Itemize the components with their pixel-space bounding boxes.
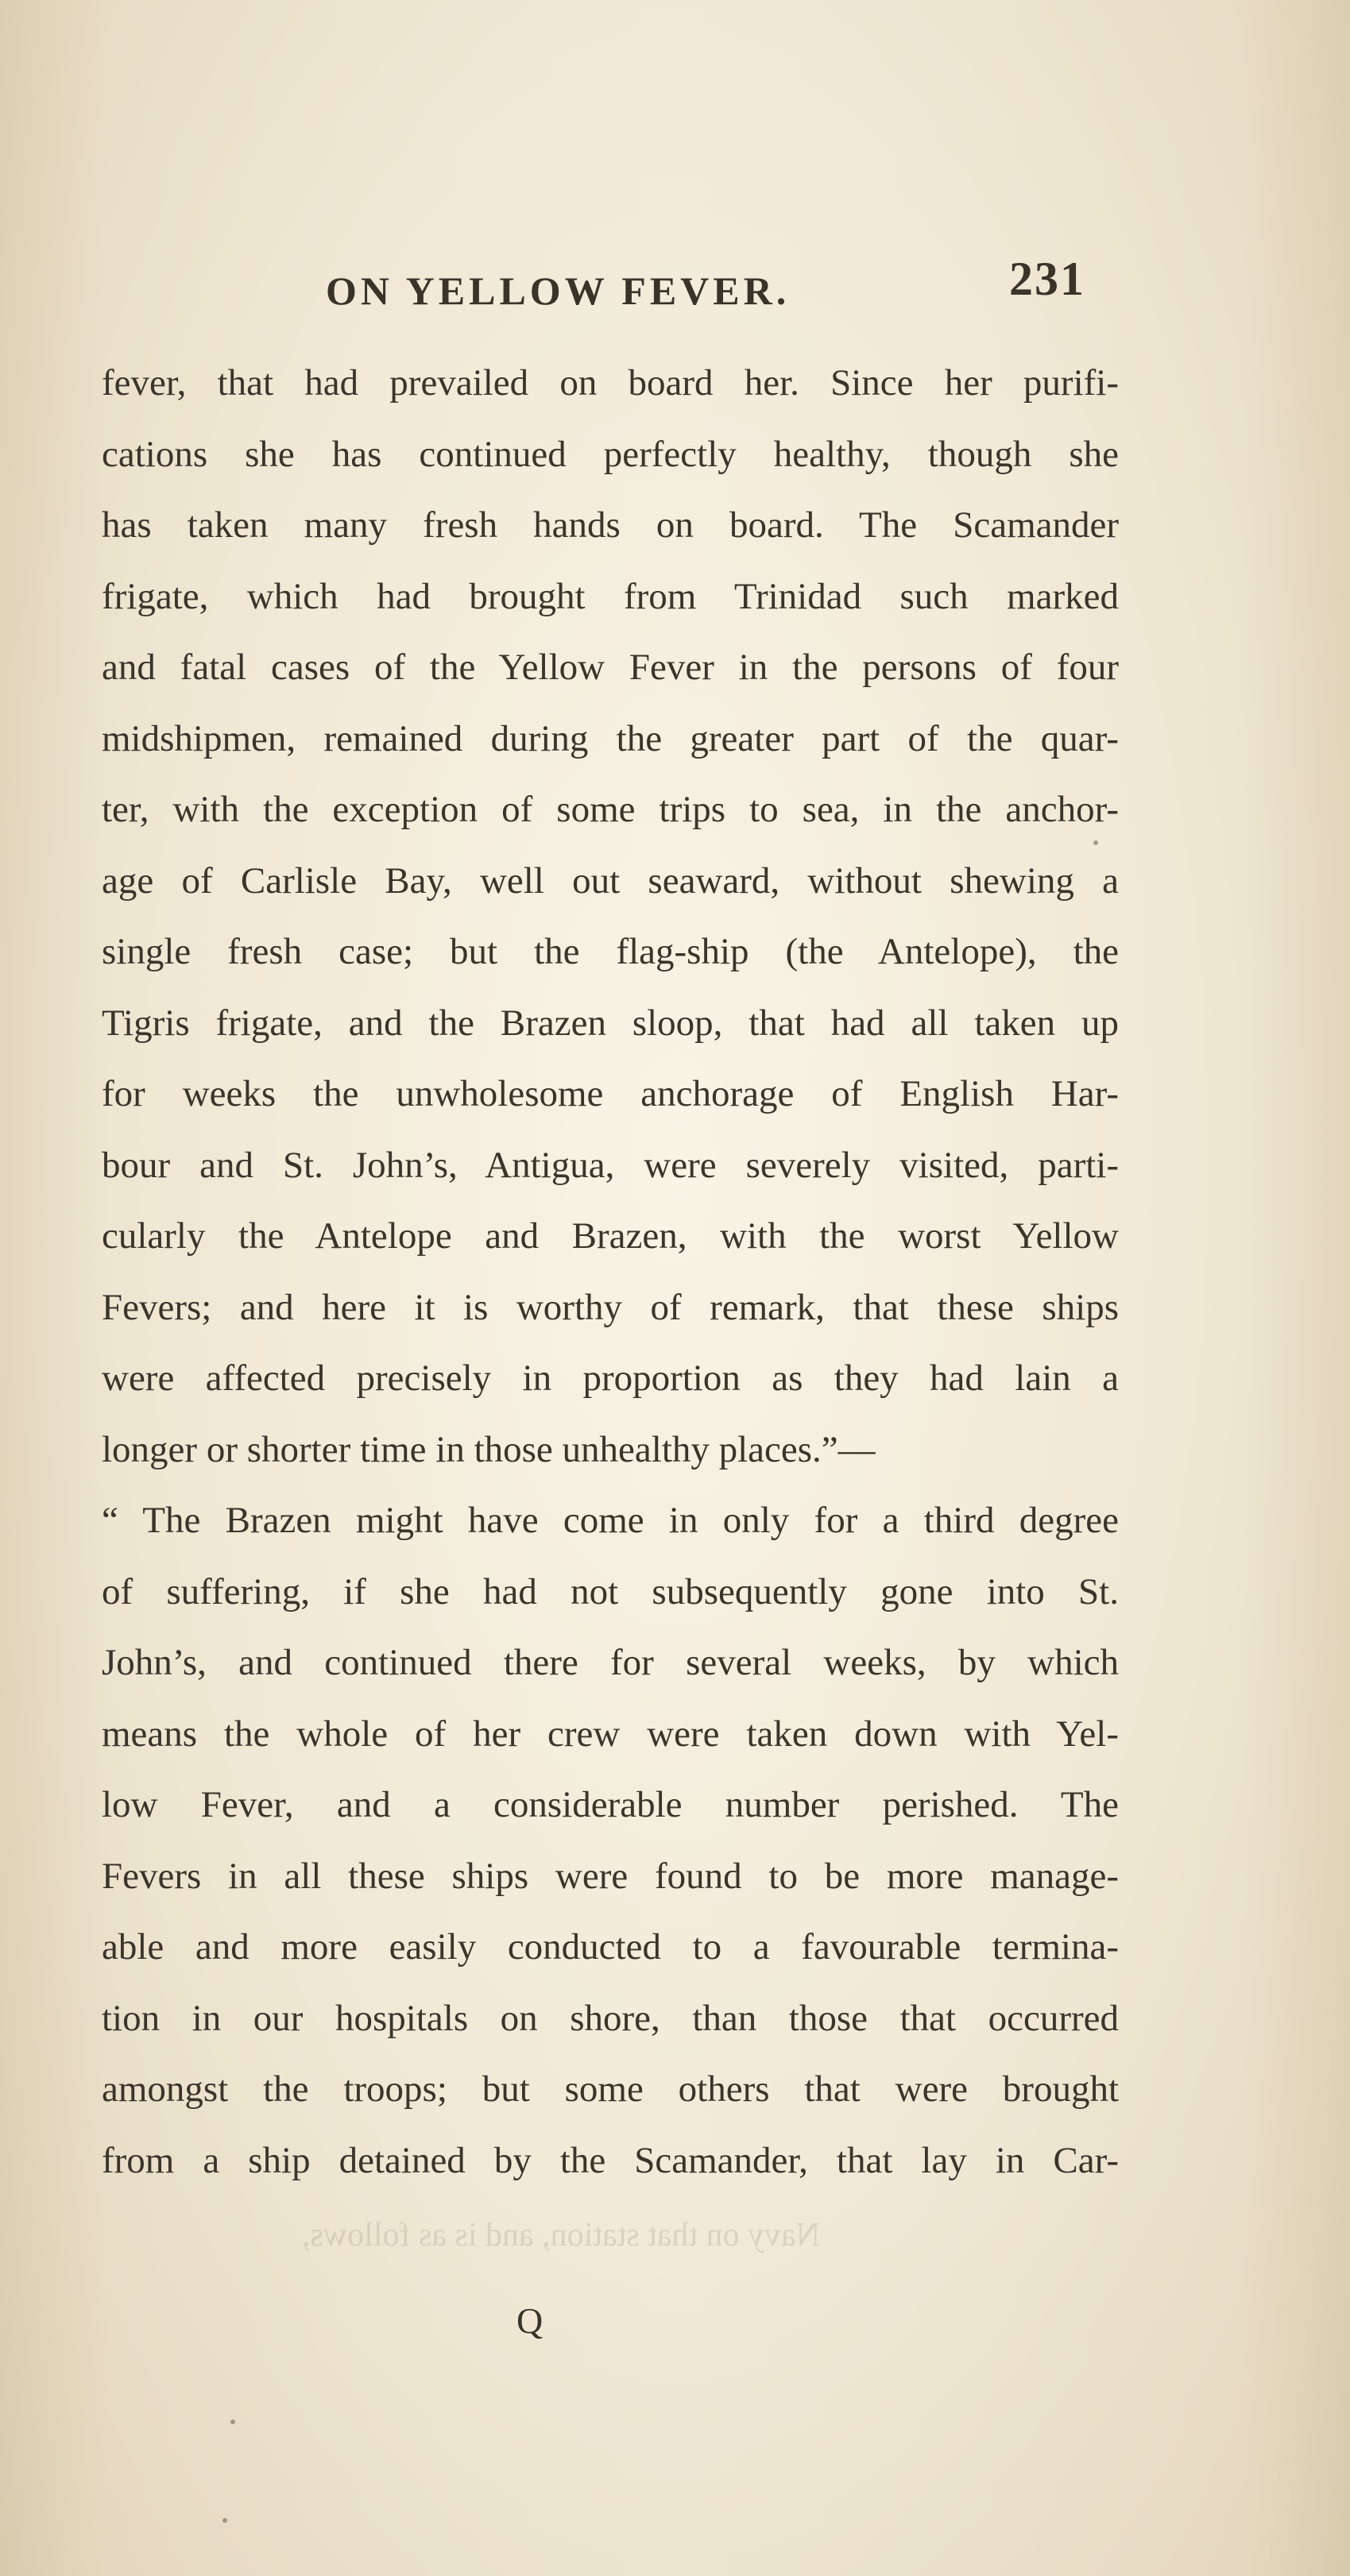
- text-line: cularly the Antelope and Brazen, with the worst Yellow: [102, 1215, 1119, 1257]
- text-line: frigate, which had brought from Trinidad such marked: [102, 575, 1119, 617]
- paper-speck: [1093, 840, 1098, 845]
- text-line: longer or shorter time in those unhealthy places.”—: [102, 1428, 876, 1470]
- text-line: Fevers; and here it is worthy of remark, that these ships: [102, 1286, 1119, 1328]
- text-line: age of Carlisle Bay, well out seaward, without shewing a: [102, 859, 1119, 902]
- body-text: [102, 348, 1119, 2196]
- text-line: ter, with the exception of some trips to sea, in the anchor-: [102, 789, 1119, 830]
- text-line: has taken many fresh hands on board. The Scamander: [102, 504, 1119, 546]
- text-line: means the whole of her crew were taken down with Yel-: [102, 1713, 1119, 1755]
- paper-speck: [222, 2518, 227, 2523]
- signature-mark: Q: [516, 2300, 543, 2341]
- text-line: of suffering, if she had not subsequently gone into St.: [102, 1570, 1119, 1612]
- text-line: “ The Brazen might have come in only for a third degree: [102, 1500, 1119, 1541]
- text-line: John’s, and continued there for several weeks, by which: [102, 1642, 1119, 1683]
- text-line: Tigris frigate, and the Brazen sloop, that had all taken up: [102, 1002, 1119, 1044]
- text-line: amongst the troops; but some others that were brought: [102, 2068, 1119, 2110]
- text-line: low Fever, and a considerable number perished. The: [102, 1784, 1119, 1825]
- text-line: and fatal cases of the Yellow Fever in the persons of four: [102, 647, 1119, 688]
- text-line: cations she has continued perfectly healthy, though she: [102, 433, 1119, 475]
- text-line: bour and St. John’s, Antigua, were severely visited, parti-: [102, 1144, 1119, 1186]
- page-number: 231: [1009, 253, 1085, 305]
- running-head: ON YELLOW FEVER.: [326, 268, 791, 313]
- text-line: single fresh case; but the flag-ship (the Antelope), the: [102, 931, 1119, 972]
- text-line: tion in our hospitals on shore, than those that occurred: [102, 1997, 1119, 2039]
- text-line: Fevers in all these ships were found to be more manage-: [102, 1855, 1119, 1897]
- text-line: from a ship detained by the Scamander, that lay in Car-: [102, 2139, 1119, 2181]
- text-line: for weeks the unwholesome anchorage of English Har-: [102, 1073, 1119, 1114]
- paper-speck: [230, 2420, 235, 2424]
- text-line: were affected precisely in proportion as they had lain a: [102, 1358, 1119, 1399]
- page-header: [0, 253, 1350, 322]
- text-line: able and more easily conducted to a favourable termina-: [102, 1926, 1119, 1968]
- text-line: fever, that had prevailed on board her. Since her purifi-: [102, 362, 1119, 404]
- text-line: midshipmen, remained during the greater part of the quar-: [102, 717, 1119, 759]
- bleed-through-text: Navy on that station, and is as follows,: [302, 2217, 821, 2254]
